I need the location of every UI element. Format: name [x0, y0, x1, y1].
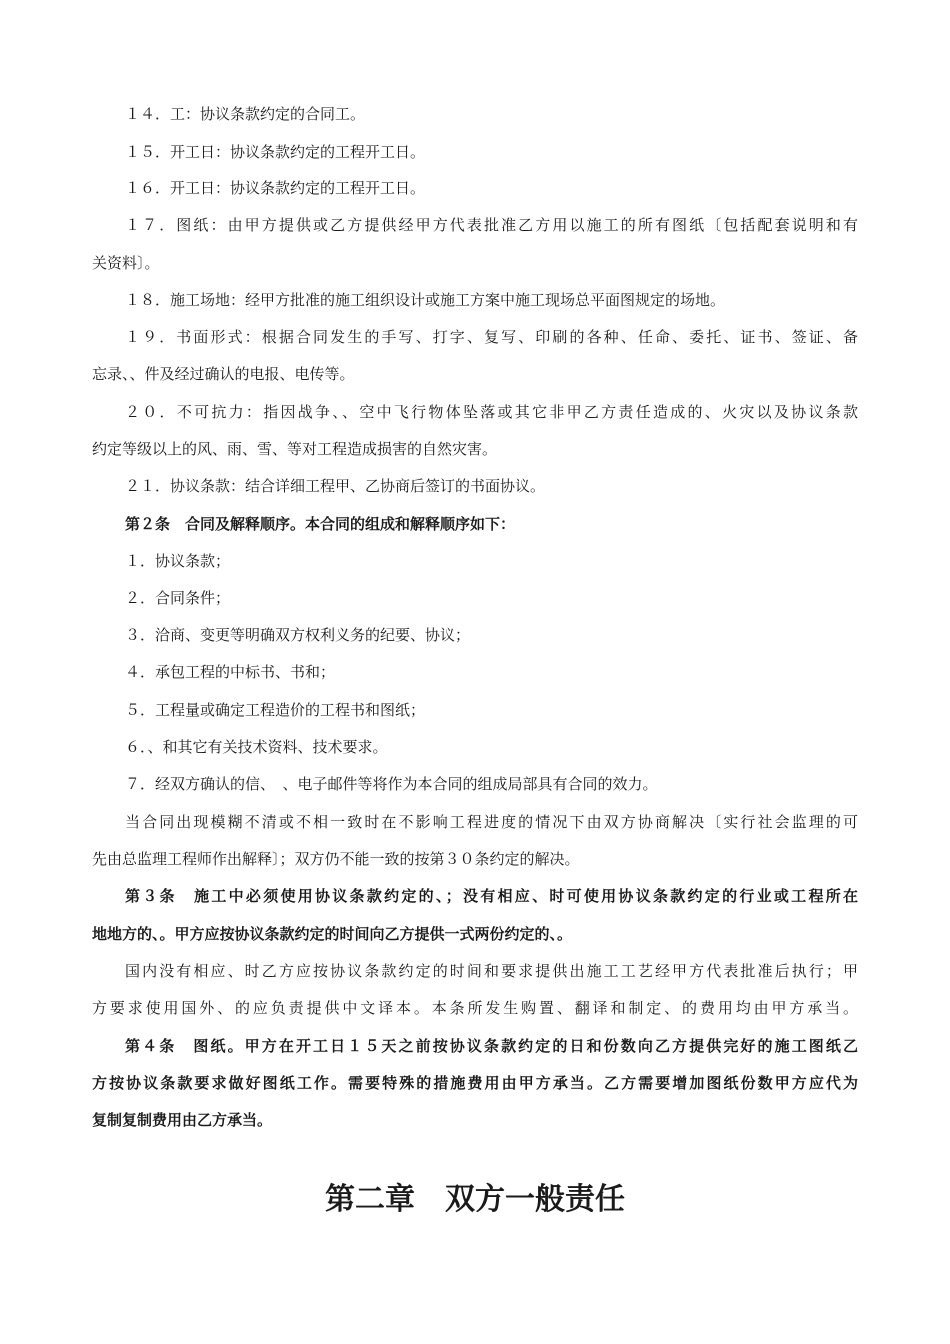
clause-20-line2: 约定等级以上的风、雨、雪、等对工程造成损害的自然灾害。: [92, 440, 498, 458]
article-4-line3: 复制复制费用由乙方承当。: [92, 1111, 273, 1129]
article-4-line1: 第４条 图纸。甲方在开工日１５天之前按协议条款约定的日和份数向乙方提供完好的施工图纸乙: [125, 1037, 858, 1055]
standards-para-line1: 国内没有相应、时乙方应按协议条款约定的时间和要求提供出施工工艺经甲方代表批准后执行；甲: [125, 962, 858, 980]
clause-16: １６．开工日：协议条款约定的工程开工日。: [125, 179, 426, 197]
standards-para-line2: 方要求使用国外、的应负责提供中文译本。本条所发生购置、翻译和制定、的费用均由甲方承当。: [92, 999, 858, 1017]
clause-19-line2: 忘录、、件及经过确认的电报、电传等。: [92, 365, 355, 383]
interpretation-para-line1: 当合同出现模糊不清或不相一致时在不影响工程进度的情况下由双方协商解决〔实行社会监理的可: [125, 813, 858, 831]
order-item-6: ６．、和其它有关技术资料、技术要求。: [125, 738, 388, 756]
article-3-line2: 地地方的、。甲方应按协议条款约定的时间向乙方提供一式两份约定的、。: [92, 925, 573, 943]
clause-15: １５．开工日：协议条款约定的工程开工日。: [125, 143, 426, 161]
order-item-2: ２．合同条件；: [125, 589, 231, 607]
clause-17-line2: 关资料〕。: [92, 254, 160, 272]
clause-14: １４．工：协议条款约定的合同工。: [125, 105, 366, 123]
clause-19-line1: １９．书面形式：根据合同发生的手写、打字、复写、印刷的各种、任命、委托、证书、签证、备: [125, 328, 858, 346]
order-item-4: ４．承包工程的中标书、书和；: [125, 663, 336, 681]
article-3-line1: 第３条 施工中必须使用协议条款约定的、；没有相应、时可使用协议条款约定的行业或工程所在: [125, 887, 858, 905]
interpretation-para-line2: 先由总监理工程师作出解释〕；双方仍不能一致的按第３０条约定的解决。: [92, 850, 580, 868]
order-item-1: １．协议条款；: [125, 552, 231, 570]
clause-20-line1: ２０．不可抗力：指因战争、、空中飞行物体坠落或其它非甲乙方责任造成的、火灾以及协议条款: [125, 403, 858, 421]
clause-18: １８．施工场地：经甲方批准的施工组织设计或施工方案中施工现场总平面图规定的场地。: [125, 291, 726, 309]
article-2-heading: 第２条 合同及解释顺序。本合同的组成和解释顺序如下：: [125, 515, 516, 533]
order-item-7: ７．经双方确认的信、 、电子邮件等将作为本合同的组成局部具有合同的效力。: [125, 775, 658, 793]
chapter-title: 第二章 双方一般责任: [325, 1182, 625, 1217]
clause-17-line1: １７．图纸：由甲方提供或乙方提供经甲方代表批准乙方用以施工的所有图纸〔包括配套说明和有: [125, 216, 858, 234]
article-4-line2: 方按协议条款要求做好图纸工作。需要特殊的措施费用由甲方承当。乙方需要增加图纸份数甲方应代为: [92, 1074, 858, 1092]
order-item-5: ５．工程量或确定工程造价的工程书和图纸；: [125, 701, 426, 719]
order-item-3: ３．洽商、变更等明确双方权利义务的纪要、协议；: [125, 626, 471, 644]
clause-21: ２１．协议条款：结合详细工程甲、乙协商后签订的书面协议。: [125, 477, 546, 495]
